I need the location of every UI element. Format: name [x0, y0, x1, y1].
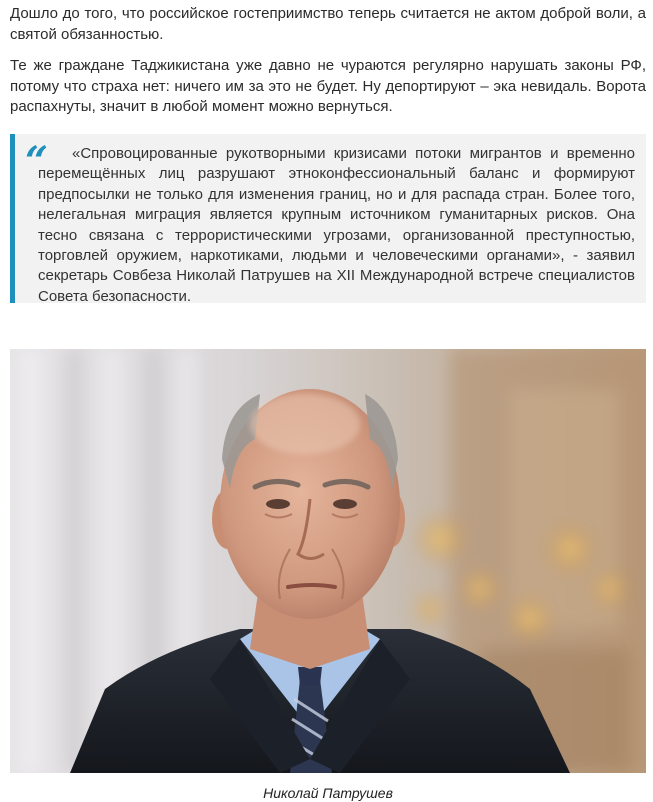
- article-paragraph-2: Те же граждане Таджикистана уже давно не чураются регулярно нарушать законы РФ, потому что страха нет: ничего им за это не будет. Ну депортируют – эка невидаль. Ворота распахнуты, значит в любой момент можно вернуться.: [10, 57, 646, 115]
- quote-accent-bar: [10, 134, 15, 303]
- article-photo: [10, 349, 646, 773]
- portrait-illustration: [10, 349, 646, 773]
- quote-text: «Спровоцированные рукотворными кризисами потоки мигрантов и временно перемещённых лиц разрушают этноконфессиональный баланс и формируют предпосылки не только для изменения границ, но и для распада стран. Более того, нелегальная миграция является крупным источником гуманитарных рисков. Она тесно связана с террористическими угрозами, организованной преступностью, торговлей оружием, наркотиками, людьми и человеческими органами», - заявил секретарь Совбеза Николай Патрушев на XII Международной встрече специалистов Совета безопасности.: [38, 145, 635, 305]
- photo-caption: Николай Патрушев: [263, 785, 393, 801]
- blockquote: [10, 134, 646, 303]
- article-paragraph-1: Дошло до того, что российское гостеприимство теперь считается не актом доброй воли, а святой обязанностью.: [10, 5, 646, 43]
- quote-mark-icon: “: [25, 138, 49, 185]
